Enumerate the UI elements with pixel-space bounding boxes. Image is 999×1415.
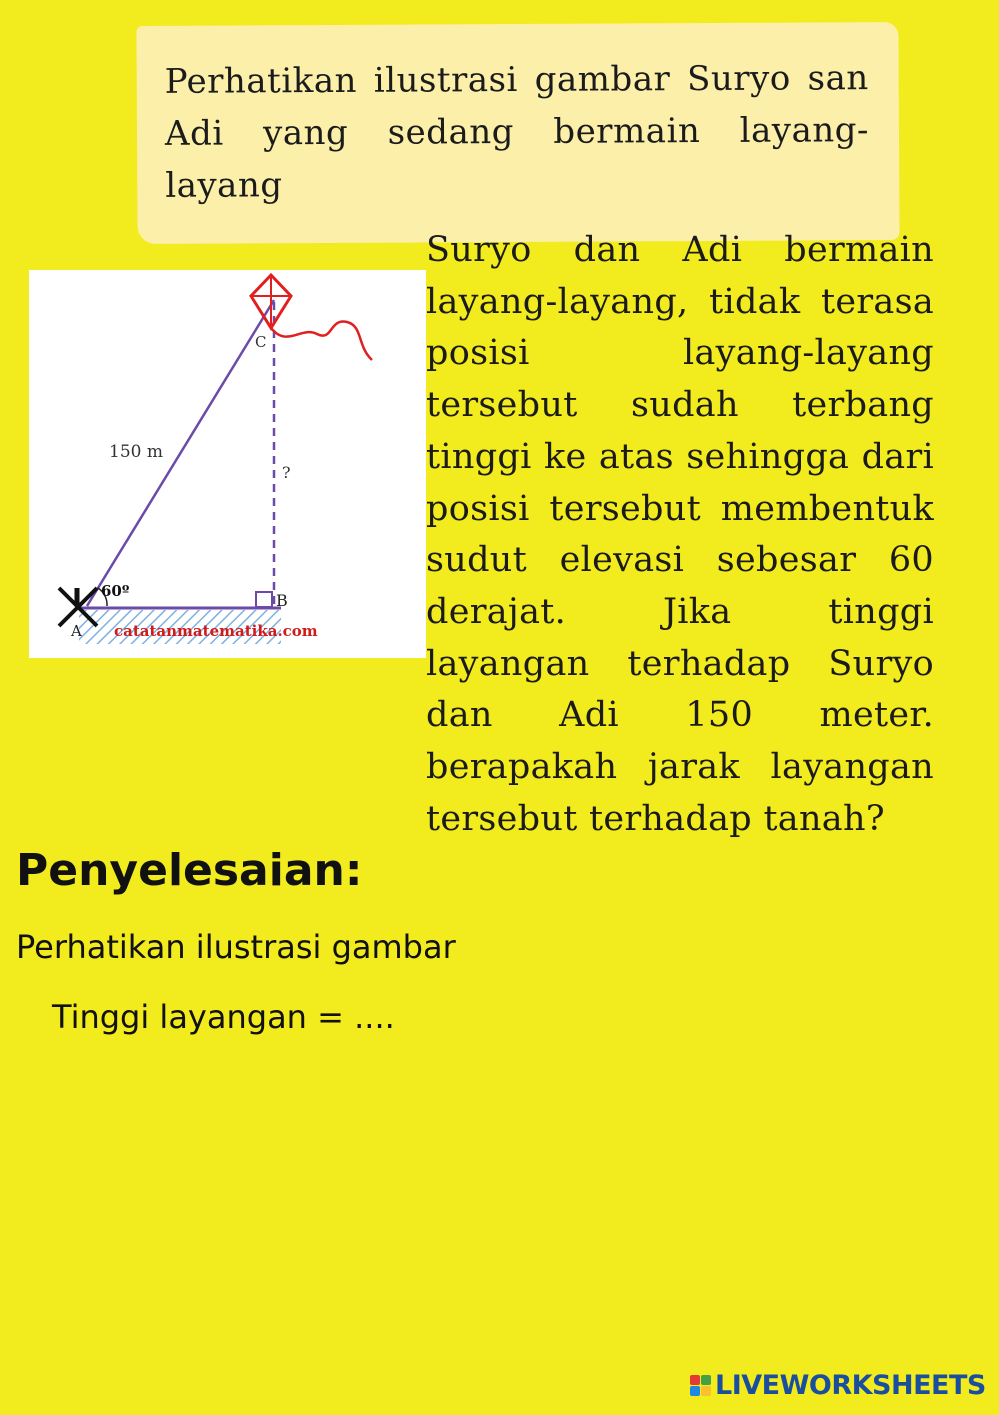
angle-label: 60º: [101, 582, 130, 600]
label-a: A: [71, 622, 82, 640]
right-angle-mark: [256, 592, 272, 607]
liveworksheets-brand: [690, 1370, 986, 1401]
solution-instruction: Perhatikan ilustrasi gambar: [16, 928, 456, 966]
watermark-text: catatanmatematika.com: [114, 622, 318, 640]
kite-diagram: [29, 270, 426, 658]
brand-name: LIVEWORKSHEETS: [715, 1370, 986, 1401]
liveworksheets-logo-icon: [690, 1375, 711, 1396]
kite-icon: [251, 275, 372, 360]
answer-prompt: Tinggi layangan = ....: [52, 998, 395, 1036]
label-c: C: [255, 333, 267, 351]
hypotenuse-label: 150 m: [109, 442, 163, 462]
kite-illustration: [29, 270, 426, 658]
intro-text: Perhatikan ilustrasi gambar Suryo san Adi yang sedang bermain layang-layang: [164, 58, 870, 206]
solution-heading: Penyelesaian:: [16, 845, 363, 896]
label-b: B: [276, 591, 288, 610]
height-label: ?: [282, 463, 291, 482]
problem-text: Suryo dan Adi bermain layang-layang, tidak terasa posisi layang-layang tersebut sudah terbang tinggi ke atas sehingga dari posisi tersebut membentuk sudut elevasi sebesar 60 derajat. Jika tinggi layangan terhadap Suryo dan Adi 150 meter. berapakah jarak layangan tersebut terhadap tanah?: [426, 230, 934, 839]
intro-note: [136, 22, 899, 244]
